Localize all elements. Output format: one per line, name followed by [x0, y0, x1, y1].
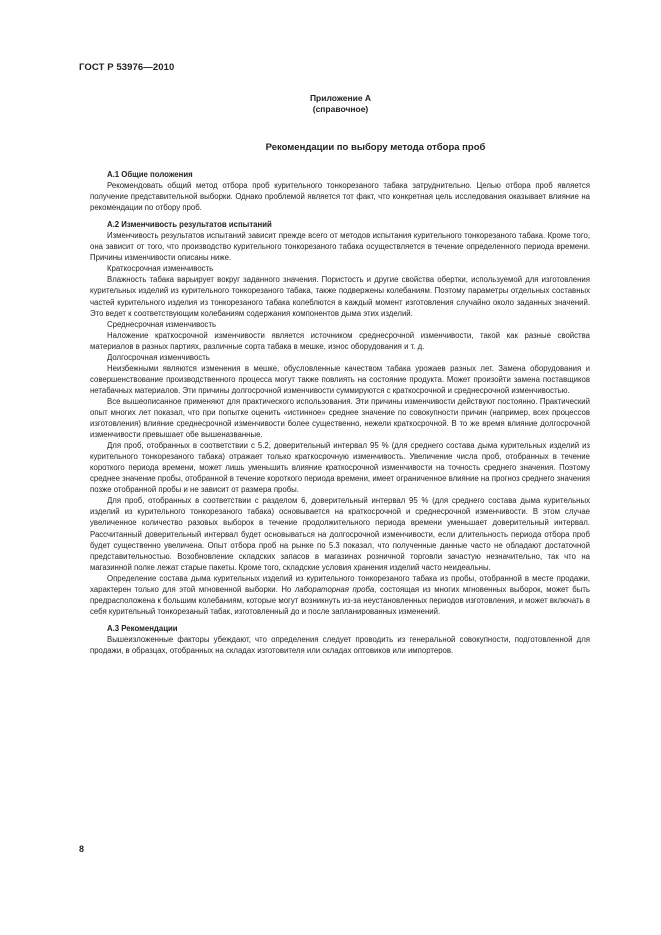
subheading-mid-term: Среднесрочная изменчивость: [107, 319, 217, 329]
paragraph-text: , состоящая из многих мгновенных выборок, может быть предрасположена к большим колебаниям, которые могут возникнуть из-за неустановленных периодов изготовления, и может включать в себя курительный тонкорезаный табак, изготовленный до и после запланированных изменений.: [90, 584, 590, 616]
paragraph: Неизбежными являются изменения в мешке, обусловленные качеством табака урожаев разных лет. Замена оборудования и совершенствование производственного процесса могут также повлиять на состояние продукта. Может произойти замена поставщиков нетабачных материалов. Эти причины долгосрочной изменчивости суммируются с краткосрочной и среднесрочной изменчивостью.: [90, 363, 590, 395]
subheading-long-term: Долгосрочная изменчивость: [107, 352, 210, 362]
subheading-short-term: Краткосрочная изменчивость: [107, 264, 214, 274]
document-body: [90, 167, 590, 656]
paragraph: Вышеизложенные факторы убеждают, что определения следует проводить из генеральной совокупности, подготовленной для продажи, в образцах, отобранных на складах изготовителя или складах оптовиков или импортеров.: [90, 634, 590, 655]
paragraph: Для проб, отобранных в соответствии с 5.2, доверительный интервал 95 % (для среднего состава дыма курительных изделий из курительного тонкорезаного табака) отражает только краткосрочную изменчивость. Увеличение числа проб, отобранных в течение короткого периода времени, может лишь уменьшить влияние краткосрочной изменчивости на точность среднего значения. Поэтому среднее значение пробы, отобранной в течение короткого периода времени, имеет ограниченное влияние на прогноз среднего значения позже отобранной пробы и не зависит от размера пробы.: [90, 441, 590, 495]
paragraph: Все вышеописанное применяют для практического использования. Эти причины изменчивости действуют постоянно. Практический опыт многих лет показал, что при попытке оценить «истинное» среднее значение по совокупности причин (например, всех процессов изготовления) влияние среднесрочной изменчивости более существенно, нежели краткосрочной. В то же время влияние долгосрочной изменчивости превышает обе вышеназванные.: [90, 396, 590, 440]
standard-header: ГОСТ Р 53976—2010: [79, 62, 175, 73]
paragraph: [90, 573, 590, 617]
main-title: Рекомендации по выбору метода отбора проб: [265, 142, 486, 153]
paragraph: Для проб, отобранных в соответствии с разделом 6, доверительный интервал 95 % (для среднего состава дыма курительных изделий из курительного тонкорезаного табака) основывается на краткосрочной и среднесрочной изменчивости. В этом случае увеличенное количество разовых выборок в течение продолжительного периода времени уменьшает доверительный интервал. Рассчитанный доверительный интервал будет основываться на долгосрочной изменчивости, если длительность периода отбора проб будет существенно увеличена. Опыт отбора проб на рынке по 5.3 показал, что полученные данные часто не обладают достаточной представительностью. Возобновление складских запасов в магазинах розничной торговли зачастую незначительно, так что на магазинной полке лежат старые пакеты. Кроме того, складские условия хранения изделий часто неидеальны.: [90, 496, 590, 572]
annex-subtitle: (справочное): [312, 104, 369, 114]
paragraph-text: Определение состава дыма курительных изделий из курительного тонкорезаного табака из пробы, отобранной в месте продажи, характерен только для этой мгновенной выборки. Но: [90, 573, 590, 594]
emphasis-text: лабораторная проба: [294, 584, 375, 594]
paragraph: Влажность табака варьирует вокруг заданного значения. Пористость и другие свойства обертки, используемой для изготовления курительных изделий из курительного тонкорезаного табака, также подвержены колебаниям. Поэтому параметры отдельных составных частей курительного изделия из тонкорезаного табака колеблются в каждый момент изготовления случайно около заданных значений. Это ведет к соответствующим колебаниям содержания компонентов дыма этих изделий.: [90, 275, 590, 318]
section-heading-a1: А.1 Общие положения: [107, 170, 193, 179]
section-heading-a2: А.2 Изменчивость результатов испытаний: [107, 220, 272, 230]
page-number: 8: [79, 844, 85, 854]
paragraph: Наложение краткосрочной изменчивости является источником среднесрочной изменчивости, такой как разные свойства материалов в разных партиях, различные сорта табака в мешке, износ оборудования и т. д.: [90, 330, 590, 351]
section-heading-a3: А.3 Рекомендации: [107, 623, 178, 633]
paragraph: Изменчивость результатов испытаний зависит прежде всего от методов испытания курительного тонкорезаного табака. Кроме того, она зависит от того, что производство курительного тонкорезаного табака осуществляется в течение определенного периода времени. Причины изменчивости описаны ниже.: [90, 231, 590, 263]
annex-title: Приложение А: [309, 93, 372, 103]
paragraph: Рекомендовать общий метод отбора проб курительного тонкорезаного табака затруднительно. Целью отбора проб является получение представительной выборки. Однако проблемой является тот факт, что конкретная цель исследования оказывает влияние на рекомендации по отбору проб.: [90, 181, 590, 213]
